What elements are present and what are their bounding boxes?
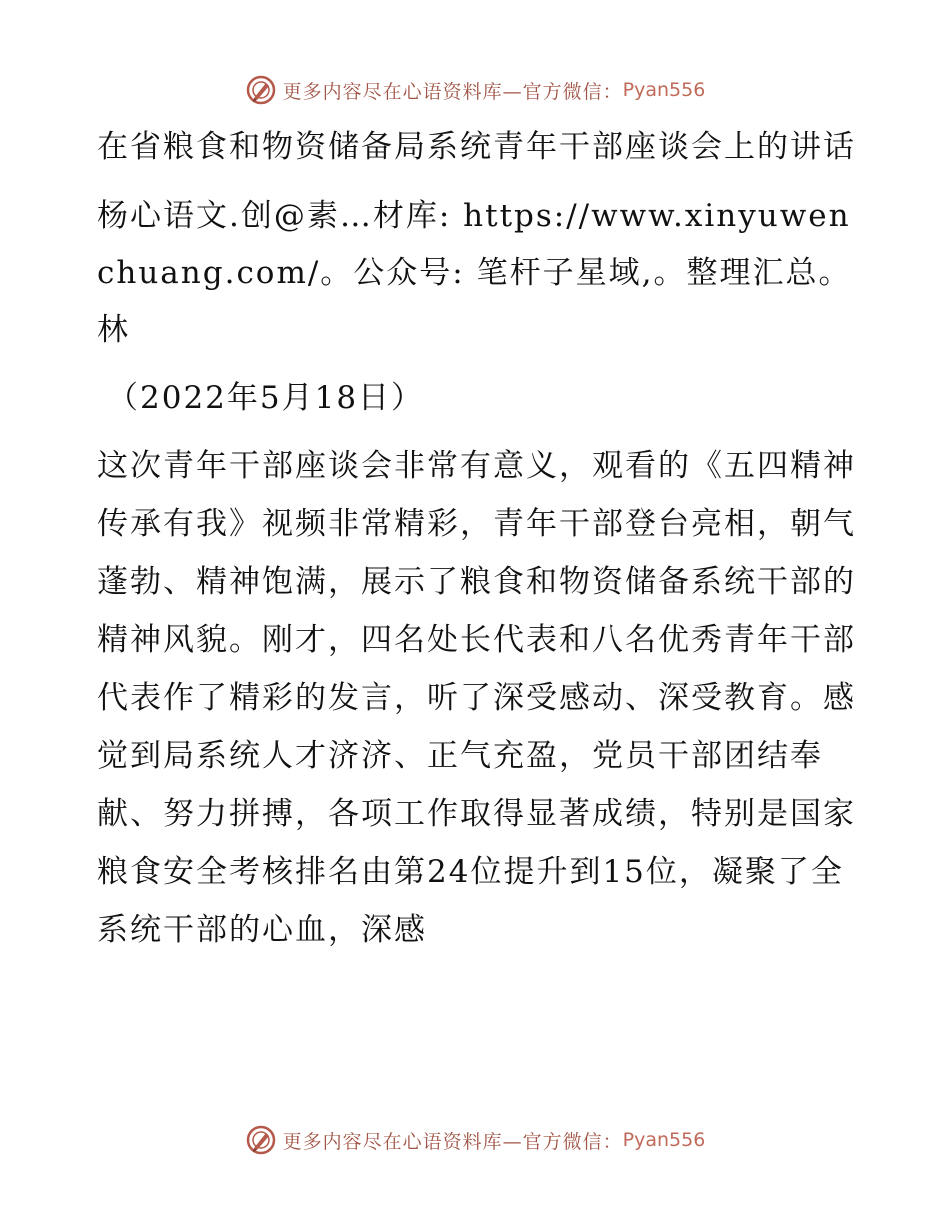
footer-watermark (0, 1120, 950, 1160)
document-date: （2022年5月18日） (107, 380, 425, 416)
document-source-line: 杨心语文.创@素…材库: https://www.xinyuwenchuang.com/。公众号: 笔杆子星域,。整理汇总。林 (97, 198, 852, 348)
pen-logo-icon (245, 1124, 277, 1156)
pen-logo-icon (245, 74, 277, 106)
watermark-wechat-id: Pyan556 (622, 1129, 706, 1151)
watermark-wechat-id: Pyan556 (622, 79, 706, 101)
watermark-text: 更多内容尽在心语资料库—官方微信： (282, 80, 623, 103)
document-title: 在省粮食和物资储备局系统青年干部座谈会上的讲话 (97, 129, 856, 165)
header-watermark (0, 70, 950, 110)
document-body-paragraph: 这次青年干部座谈会非常有意义，观看的《五四精神传承有我》视频非常精彩，青年干部登台亮相，朝气蓬勃、精神饱满，展示了粮食和物资储备系统干部的精神风貌。刚才，四名处长代表和八名优秀青年干部代表作了精彩的发言，听了深受感动、深受教育。感觉到局系统人才济济、正气充盈，党员干部团结奉献、努力拼搏，各项工作取得显著成绩，特别是国家粮食安全考核排名由第24位提升到15位，凝聚了全系统干部的心血，深感 (97, 448, 856, 948)
document-content (97, 118, 857, 959)
watermark-text: 更多内容尽在心语资料库—官方微信： (282, 1130, 623, 1153)
